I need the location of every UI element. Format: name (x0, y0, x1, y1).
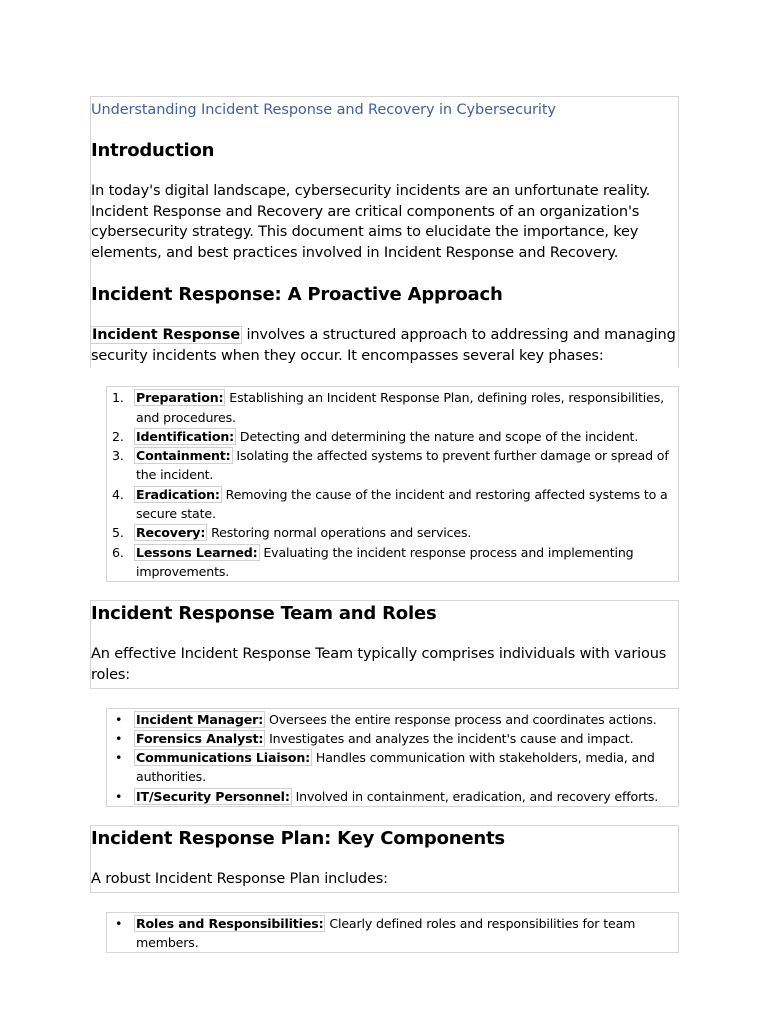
intro-heading: Introduction (91, 140, 215, 161)
list-number: 5. (112, 525, 124, 541)
phase-text: Removing the cause of the incident and restoring affected systems to a secure state. (136, 486, 668, 521)
bullet: • (115, 711, 123, 727)
role-term: Communications Liaison: (136, 750, 311, 766)
list-number: 3. (112, 448, 124, 464)
phase-term: Recovery: (136, 525, 206, 541)
incident-response-paragraph-text: involves a structured approach to addressing and managing security incidents when they occur. It encompasses several key phases: (91, 326, 676, 364)
phases-list-box (106, 386, 679, 582)
list-item (107, 427, 678, 446)
list-number: 1. (112, 390, 124, 406)
role-text: Investigates and analyzes the incident's cause and impact. (265, 730, 634, 746)
list-item (107, 523, 678, 542)
document-title: Understanding Incident Response and Recovery in Cybersecurity (91, 102, 556, 118)
list-number: 6. (112, 544, 124, 560)
list-item (107, 710, 678, 729)
bullet: • (115, 750, 123, 766)
list-item (107, 388, 678, 427)
phases-list (107, 388, 678, 581)
phase-text: Detecting and determining the nature and scope of the incident. (236, 428, 639, 444)
bullet: • (115, 788, 123, 804)
phase-term: Lessons Learned: (136, 544, 258, 560)
document-page (90, 96, 679, 953)
list-item (107, 485, 678, 524)
role-term: IT/Security Personnel: (136, 788, 290, 804)
phase-term: Eradication: (136, 486, 220, 502)
list-item (107, 748, 678, 787)
role-text: Oversees the entire response process and coordinates actions. (265, 711, 657, 727)
phase-text: Establishing an Incident Response Plan, defining roles, responsibilities, and procedures. (136, 390, 665, 425)
role-term: Incident Manager: (136, 711, 264, 727)
roles-list-box (106, 708, 679, 807)
incident-response-term: Incident Response (92, 326, 241, 343)
phase-text: Restoring normal operations and services. (207, 525, 472, 541)
incident-response-paragraph (91, 325, 678, 368)
bullet: • (115, 730, 123, 746)
role-term: Forensics Analyst: (136, 730, 264, 746)
intro-section (90, 96, 679, 368)
components-list-box (106, 912, 679, 954)
plan-heading: Incident Response Plan: Key Components (91, 828, 505, 850)
incident-response-heading: Incident Response: A Proactive Approach (91, 283, 503, 305)
phase-text: Evaluating the incident response process and implementing improvements. (136, 544, 634, 579)
component-text: Clearly defined roles and responsibilities for team members. (136, 915, 636, 951)
list-item (107, 914, 678, 953)
team-paragraph: An effective Incident Response Team typically comprises individuals with various roles: (91, 646, 667, 683)
plan-section (90, 825, 679, 893)
intro-paragraph: In today's digital landscape, cybersecurity incidents are an unfortunate reality. Incident Response and Recovery are critical components of an organization's cybersecurity strategy. This document aims to elucidate the importance, key elements, and best practices involved in Incident Response and Recovery. (91, 183, 651, 262)
list-item (107, 446, 678, 485)
team-section (90, 600, 679, 688)
list-item (107, 787, 678, 806)
component-term: Roles and Responsibilities: (136, 915, 324, 931)
role-text: Handles communication with stakeholders, media, and authorities. (136, 750, 655, 785)
phase-term: Containment: (136, 448, 231, 464)
phase-term: Preparation: (136, 390, 224, 406)
plan-paragraph: A robust Incident Response Plan includes: (91, 871, 388, 888)
components-list (107, 914, 678, 953)
team-heading: Incident Response Team and Roles (91, 603, 437, 625)
list-item (107, 729, 678, 748)
phase-term: Identification: (136, 428, 235, 444)
role-text: Involved in containment, eradication, and recovery efforts. (291, 788, 659, 804)
list-number: 2. (112, 428, 124, 444)
list-number: 4. (112, 486, 124, 502)
roles-list (107, 710, 678, 806)
list-item (107, 543, 678, 582)
phase-text: Isolating the affected systems to prevent further damage or spread of the incident. (136, 448, 669, 483)
bullet: • (115, 915, 123, 931)
